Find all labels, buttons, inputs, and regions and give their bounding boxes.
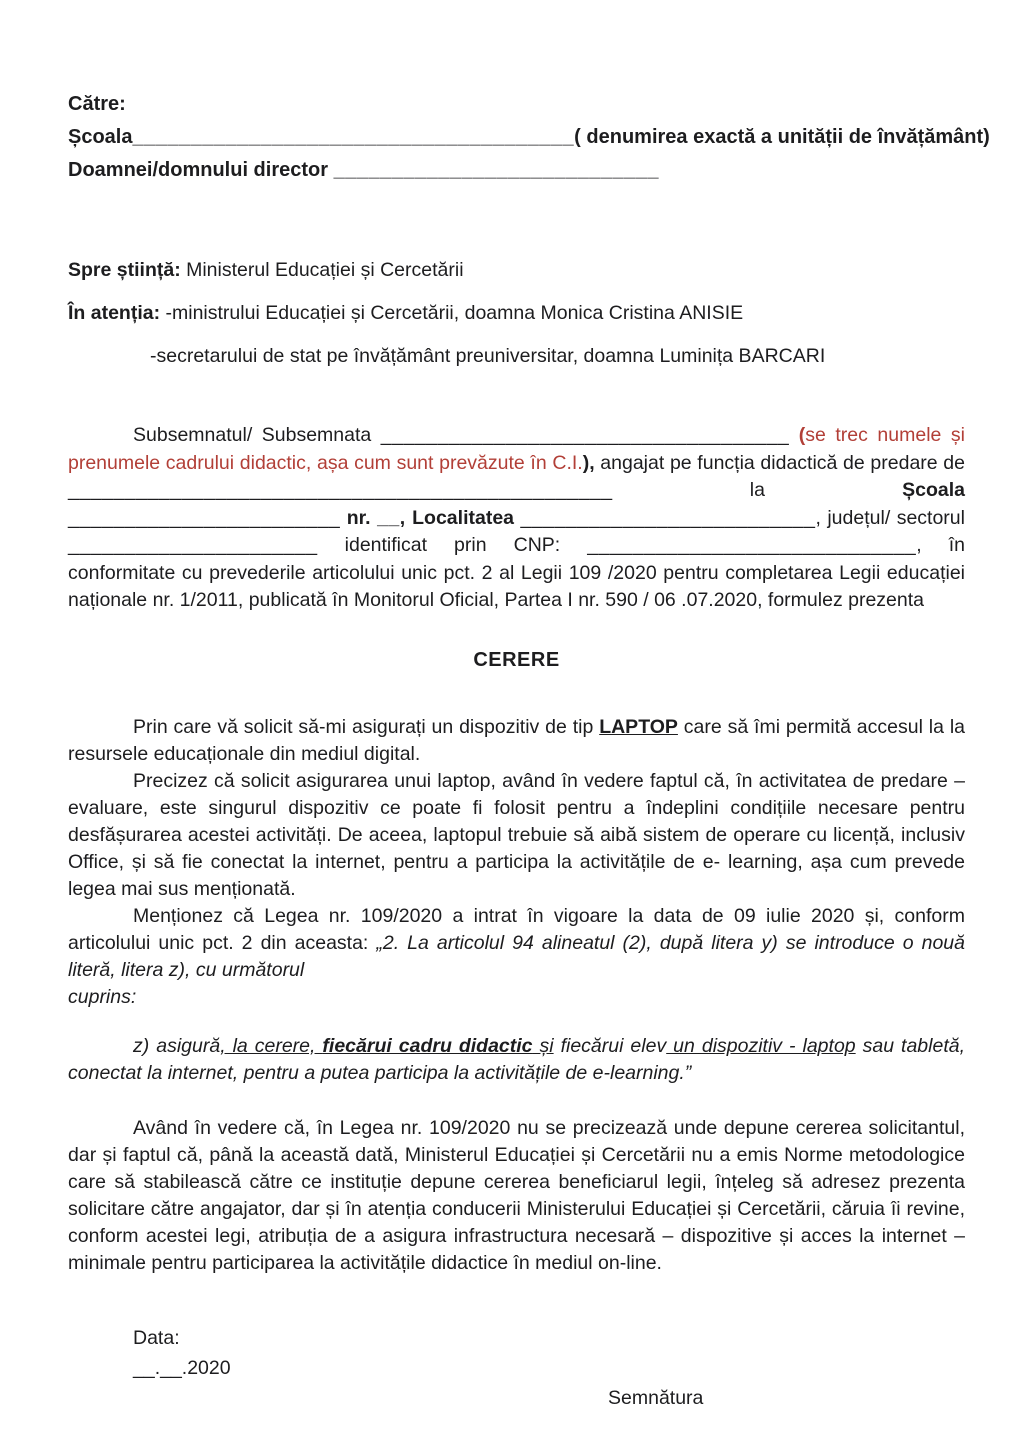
attention-minister: -ministrului Educației și Cercetării, doamna Monica Cristina ANISIE (165, 302, 744, 324)
quote-z-bold-underlined: fiecărui cadru didactic (322, 1034, 533, 1057)
fyi-value: Ministerul Educației și Cercetării (186, 259, 464, 281)
director-line (68, 154, 965, 187)
director-label: Doamnei/domnului director (68, 159, 329, 181)
county-blank: ______________________ (68, 534, 318, 556)
document-title: CERERE (473, 648, 560, 671)
notice-block (68, 249, 965, 378)
date-label: Data: (133, 1326, 180, 1349)
document-footer (68, 1323, 965, 1413)
la-text: la (749, 479, 765, 501)
applicant-paragraph (68, 422, 965, 615)
legal-reference-text: , în conformitate cu prevederile articolului unic pct. 2 al Legii 109 /2020 pentru completarea Legii educației naționale nr. 1/2011, publicată în Monitorul Oficial, Partea I nr. 590 / 06 .07.2020, formulez prezenta (68, 534, 966, 611)
school-hint: ( denumirea exactă a unității de învățământ) (574, 126, 990, 148)
attention-line-2 (150, 335, 965, 378)
cnp-blank: _____________________________ (587, 534, 917, 556)
note-open-paren: ( (798, 424, 806, 446)
employment-text: angajat pe funcția didactică de predare de (600, 451, 965, 474)
director-name-blank: ____________________________ (333, 159, 660, 181)
request-paragraph (68, 714, 965, 768)
note-close-paren: ), (582, 451, 595, 474)
quote-z-underlined-1: , la cerere, (220, 1034, 323, 1057)
school-line (68, 121, 990, 154)
cnp-label: identificat prin CNP: (344, 534, 561, 556)
quote-z-text-3: sau tabletă, conectat la internet, pentru a putea participa la activitățile de e-learning.” (68, 1034, 966, 1084)
quote-z-text-1: z) asigură (133, 1034, 221, 1057)
law-quote-part-1: „2. La articolul 94 alineatul (2), după litera y) se introduce o nouă literă, litera z), cu următorul (68, 931, 965, 981)
applicant-name-blank: ____________________________________ (380, 424, 790, 446)
school-word: Școala (902, 479, 965, 501)
quote-z-underlined-3: un dispozitiv - laptop (666, 1034, 856, 1057)
date-value: __.__.2020 (133, 1356, 231, 1379)
attention-line-1 (68, 292, 965, 335)
school-label: Școala (68, 126, 133, 148)
precizez-paragraph: Precizez că solicit asigurarea unui laptop, având în vedere faptul că, în activitatea de predare – evaluare, este singurul dispozitiv ce poate fi folosit pentru a îndeplini condițiile necesare pentru desfășurarea acestei activități. De aceea, laptopul trebuie să aibă sistem de operare cu licență, inclusiv Office, și să fie conectat la internet, pentru a participa la activitățile de e- learning, așa cum prevede legea mai sus menționată. (68, 769, 965, 900)
letter-z-quote-paragraph (68, 1033, 965, 1087)
locality-label: Localitatea (412, 506, 515, 529)
school-name-blank: ______________________________________ (132, 126, 575, 148)
device-type-text: LAPTOP (599, 715, 678, 738)
avand-paragraph: Având în vedere că, în Legea nr. 109/2020 nu se precizează unde depune cererea solicitantul, dar și faptul că, până la această dată, Ministerul Educației și Cercetării nu a emis Norme metodologice care să stabilească către ce instituție depune cererea beneficiarul legii, înțeleg să adresez prezenta solicitare către angajator, dar și în atenția conducerii Ministerului Educației și Cercetării, căruia îi revine, conform acestei legi, atribuția de a asigura infrastructura necesară – dispozitive și acces la internet – minimale pentru participarea la activitățile didactice în mediul on-line. (68, 1116, 965, 1274)
recipient-header (68, 88, 990, 187)
attention-label: În atenția: (68, 302, 161, 324)
applicant-intro-text: Subsemnatul/ Subsemnata (133, 424, 372, 446)
attention-secretary: -secretarului de stat pe învățământ preuniversitar, doamna Luminița BARCARI (150, 345, 826, 367)
law-quote-part-2: cuprins: (68, 985, 137, 1008)
request-text-1: Prin care vă solicit să-mi asigurați un dispozitiv de tip (133, 715, 594, 738)
nr-blank: __, (377, 506, 406, 529)
position-blank: ________________________________________________ (68, 479, 613, 501)
fyi-line (68, 249, 965, 292)
mentionez-paragraph (68, 903, 965, 1011)
document-body (68, 714, 965, 1277)
red-note-text: se trec numele și prenumele cadrului didactic, așa cum sunt prevăzute în C.I. (68, 424, 965, 474)
locality-blank: __________________________ (520, 506, 816, 529)
to-label: Către: (68, 93, 126, 115)
request-text-2: care să îmi permită accesul la la resursele educaționale din mediul digital. (68, 715, 966, 765)
signature-label: Semnătura (608, 1386, 704, 1409)
quote-z-underlined-2: și (532, 1034, 554, 1057)
quote-z-text-2: fiecărui elev (553, 1034, 667, 1057)
school-number-blank: ________________________ (68, 506, 341, 529)
nr-label: nr. (346, 506, 371, 529)
fyi-label: Spre știință: (68, 259, 181, 281)
mentionez-text: Menționez că Legea nr. 109/2020 a intrat în vigoare la data de 09 iulie 2020 și, conform articolului unic pct. 2 din aceasta: (68, 904, 965, 954)
county-text: , județul/ sectorul (815, 506, 965, 529)
